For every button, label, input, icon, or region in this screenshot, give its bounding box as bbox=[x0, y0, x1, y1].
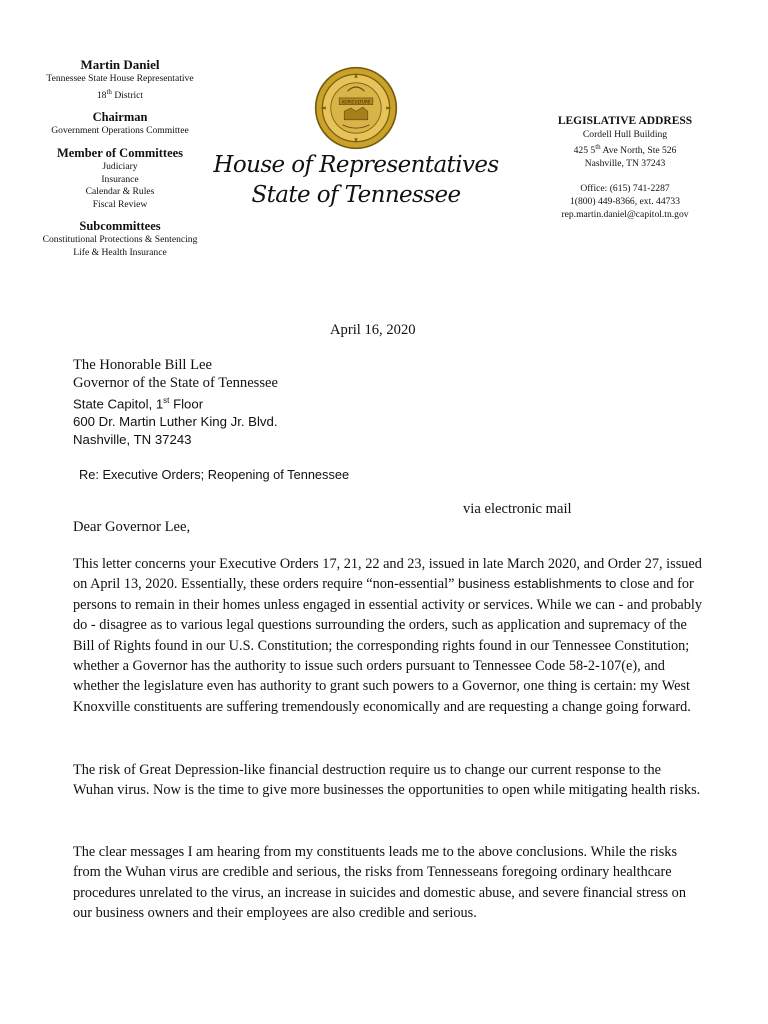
district: 18th District bbox=[96, 87, 144, 101]
salutation: Dear Governor Lee, bbox=[73, 519, 191, 535]
committee-item: Insurance bbox=[101, 173, 139, 185]
representative-name: Martin Daniel bbox=[80, 57, 160, 72]
letterhead-right-column bbox=[530, 114, 720, 221]
recipient-address-line-3: Nashville, TN 37243 bbox=[73, 432, 192, 448]
office-phone: Office: (615) 741-2287 bbox=[580, 183, 670, 195]
paragraph-2: The risk of Great Depression-like financial destruction require us to change our current response to the Wuhan virus. Now is the time to give more businesses the opportunities to open while mitigating health risks. bbox=[73, 762, 701, 799]
member-heading: Member of Committees bbox=[56, 145, 184, 160]
subject-line: Re: Executive Orders; Reopening of Tennessee bbox=[79, 467, 350, 482]
subcommittees-heading: Subcommittees bbox=[79, 219, 161, 234]
address-heading: LEGISLATIVE ADDRESS bbox=[557, 115, 693, 127]
recipient-address bbox=[73, 356, 278, 449]
toll-free-phone: 1(800) 449-8366, ext. 44733 bbox=[569, 196, 681, 208]
address-building: Cordell Hull Building bbox=[582, 129, 668, 140]
committee-item: Calendar & Rules bbox=[85, 186, 155, 198]
delivery-method: via electronic mail bbox=[463, 501, 572, 517]
recipient-name: The Honorable Bill Lee bbox=[73, 357, 212, 373]
recipient-address-line-1: State Capitol, 1st Floor bbox=[73, 396, 204, 412]
letter-date: April 16, 2020 bbox=[330, 322, 416, 338]
letterhead-left-column bbox=[22, 57, 218, 260]
chairman-heading: Chairman bbox=[92, 110, 148, 125]
seal-text: AGRICULTURE bbox=[341, 99, 371, 105]
recipient-title: Governor of the State of Tennessee bbox=[73, 375, 278, 391]
paragraph-1: This letter concerns your Executive Orders 17, 21, 22 and 23, issued in late March 2020, and Order 27, issued on April 13, 2020. Essentially, these orders require “non-essential” business establishments to close and for persons to remain in their homes unless engaged in essential activity or services. While we can - and probably do - disagree as to various legal questions surrounding the orders, such as application and supremacy of the Bill of Rights found in our U.S. Constitution; the corresponding rights found in our Tennessee Constitution; whether a Governor has the authority to issue such orders pursuant to Tennessee Code 58-2-107(e), and whether the legislature even has authority to grant such powers to a Governor, one thing is certain: my West Knoxville constituents are suffering tremendously economically and are requesting a change going forward. bbox=[73, 556, 703, 715]
representative-role: Tennessee State House Representative bbox=[46, 73, 194, 84]
paragraph-3: The clear messages I am hearing from my constituents leads me to the above conclusions. While the risks from the Wuhan virus are credible and serious, the risks from Tennesseans foregoing ordinary healthcare procedures unrelated to the virus, an increase in suicides and domestic abuse, and severe financial stress on our business owners and their employees are also credible and serious. bbox=[73, 844, 686, 922]
title-line-2: State of Tennessee bbox=[251, 182, 461, 208]
subcommittee-item: Life & Health Insurance bbox=[73, 246, 167, 258]
address-city: Nashville, TN 37243 bbox=[584, 158, 666, 170]
title-line-1: House of Representatives bbox=[213, 152, 499, 178]
address-street: 425 5th Ave North, Ste 526 bbox=[573, 143, 677, 157]
chairman-committee: Government Operations Committee bbox=[51, 125, 189, 137]
letterhead-title bbox=[200, 150, 512, 210]
recipient-address-line-2: 600 Dr. Martin Luther King Jr. Blvd. bbox=[73, 414, 278, 430]
committee-item: Fiscal Review bbox=[92, 198, 148, 210]
state-seal-icon bbox=[314, 66, 398, 150]
committee-item: Judiciary bbox=[102, 160, 138, 172]
subcommittee-item: Constitutional Protections & Sentencing bbox=[42, 234, 198, 246]
email-address: rep.martin.daniel@capitol.tn.gov bbox=[561, 209, 689, 221]
